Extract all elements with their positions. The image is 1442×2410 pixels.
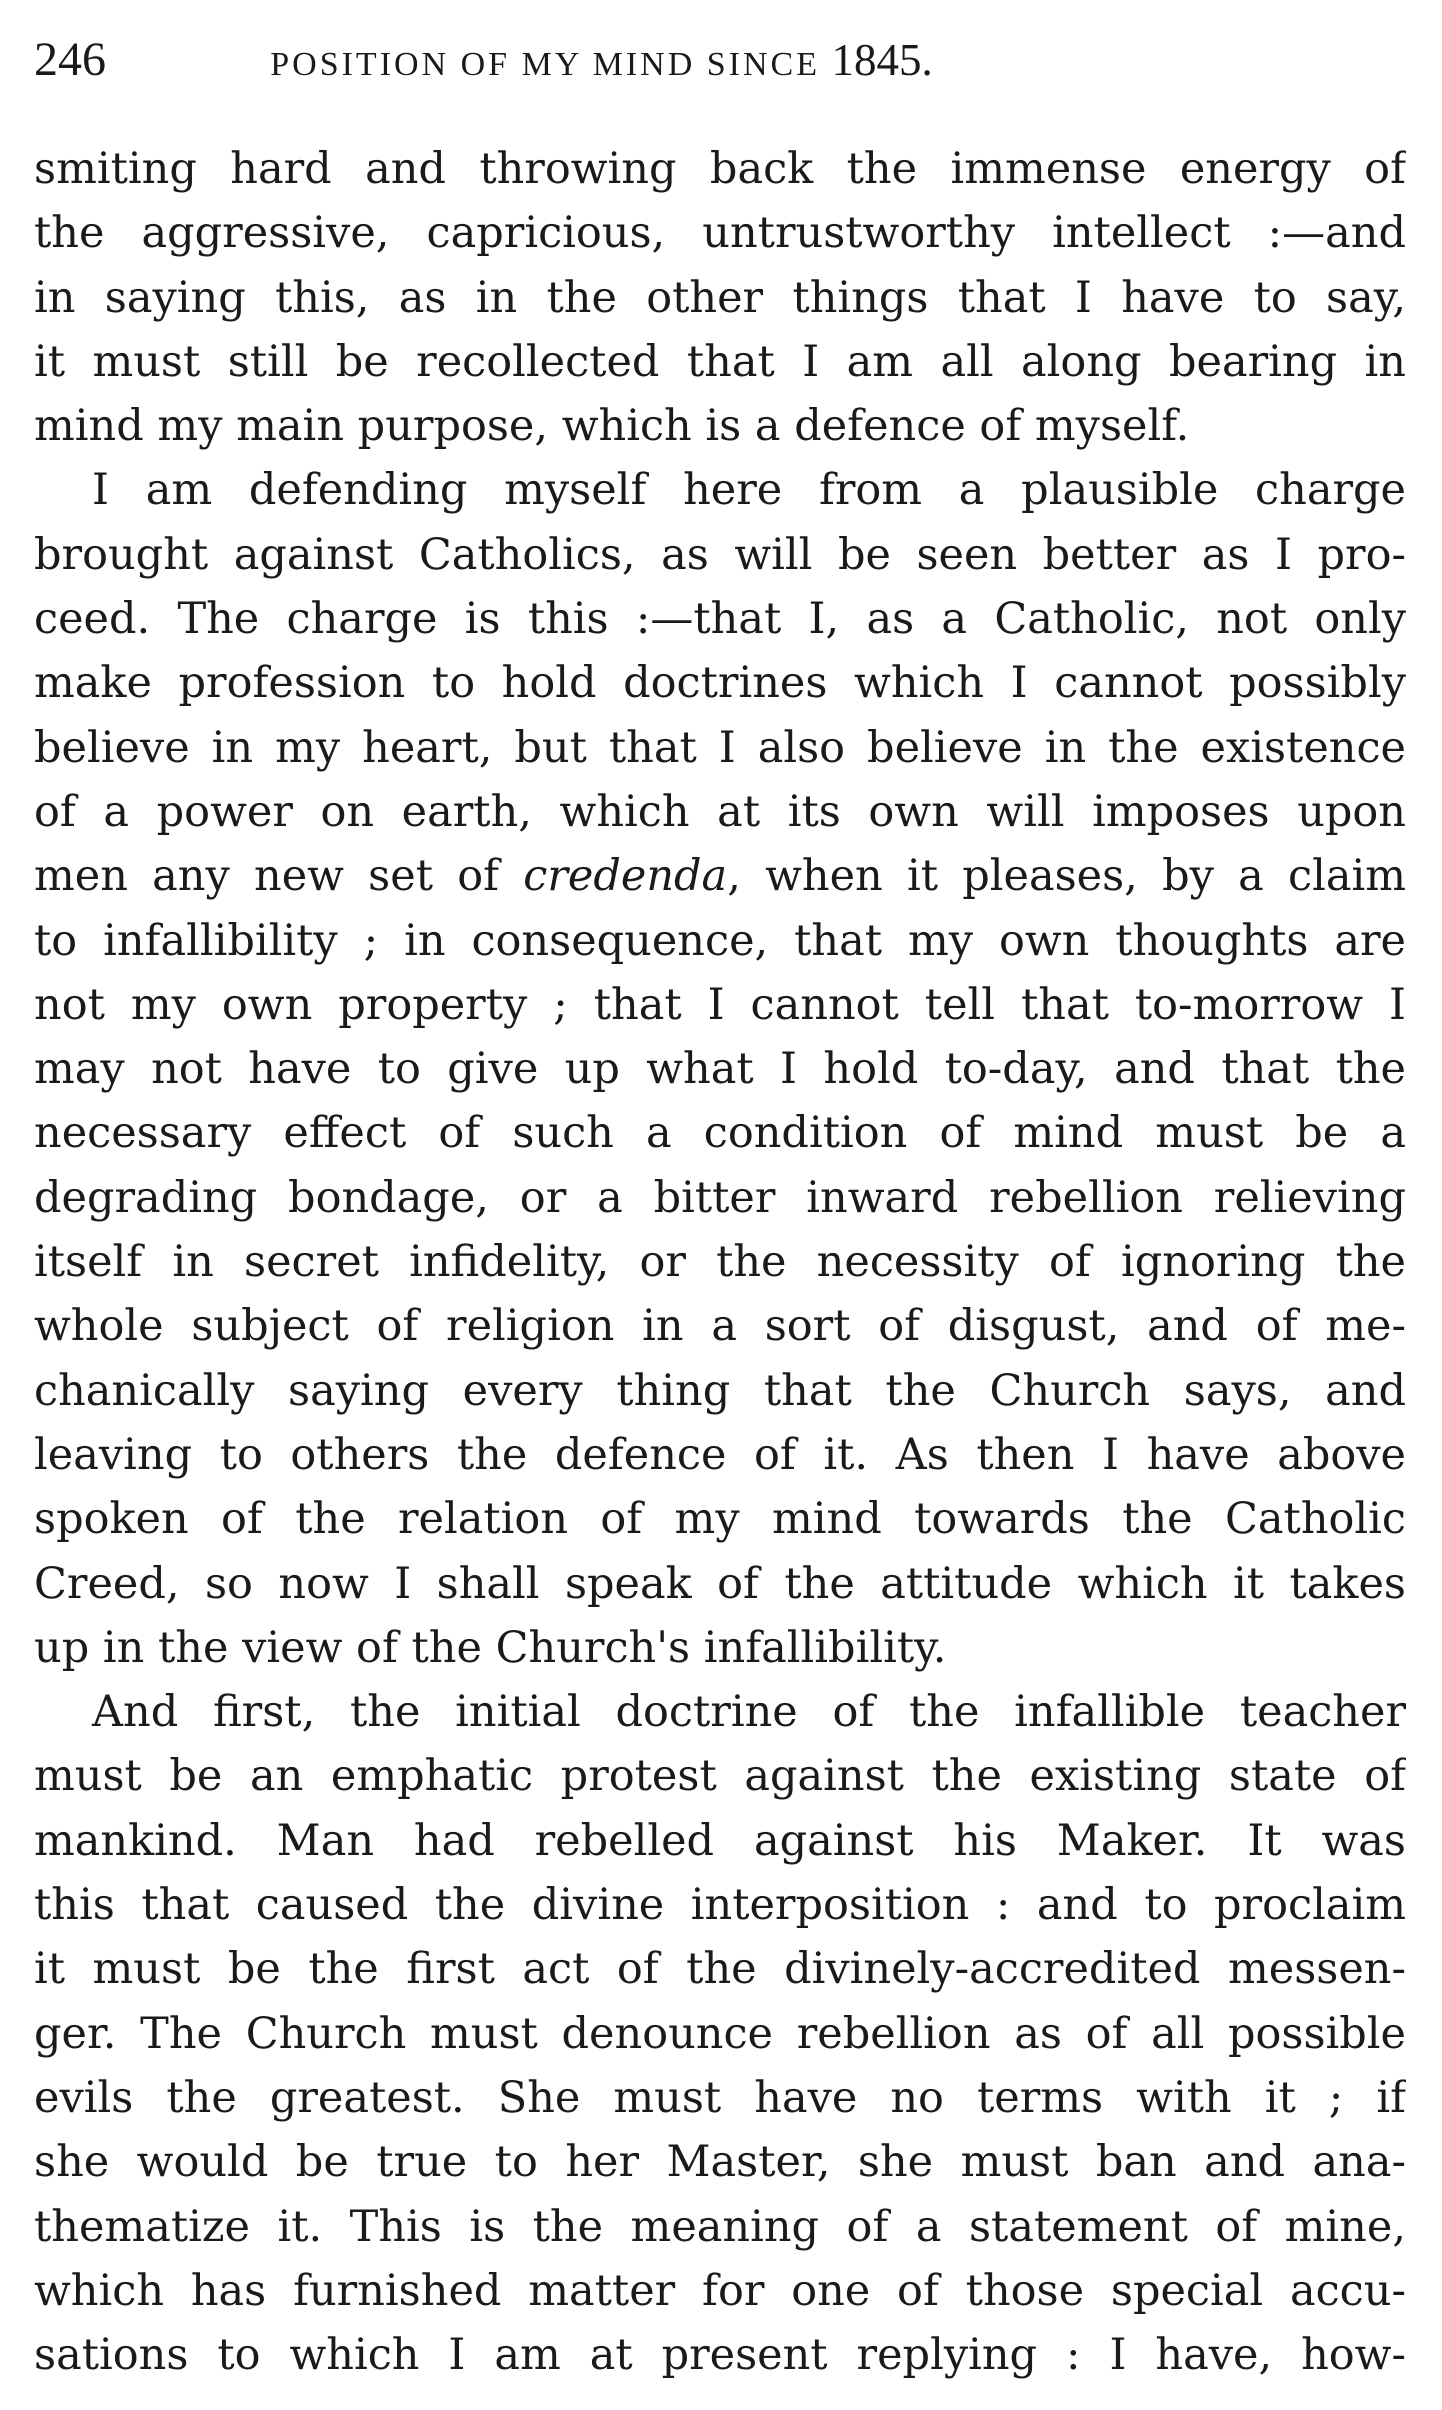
text-body: [34, 137, 1406, 2387]
running-title-year: 1845.: [831, 35, 933, 85]
text-line: the aggressive, capricious, untrustworthy intellect :—and: [34, 208, 1406, 259]
text-line: necessary effect of such a condition of mind must be a: [34, 1108, 1406, 1159]
text-line: in saying this, as in the other things that I have to say,: [34, 272, 1406, 323]
text-line: itself in secret infidelity, or the necessity of ignoring the: [34, 1237, 1406, 1288]
paragraph: [34, 458, 1406, 1680]
text-line: ger. The Church must denounce rebellion as of all possible: [34, 2008, 1406, 2059]
text-line: degrading bondage, or a bitter inward rebellion relieving: [34, 1172, 1406, 1223]
text-line: it must still be recollected that I am all along bearing in: [34, 336, 1406, 387]
paragraph: [34, 1680, 1406, 2387]
text-line: chanically saying every thing that the Church says, and: [34, 1365, 1406, 1416]
running-head: [34, 30, 1129, 90]
text-line: mankind. Man had rebelled against his Maker. It was: [34, 1815, 1406, 1866]
text-line: ceed. The charge is this :—that I, as a Catholic, not only: [34, 594, 1406, 645]
text-line: leaving to others the defence of it. As then I have above: [34, 1429, 1406, 1480]
text-line: mind my main purpose, which is a defence of myself.: [34, 401, 1190, 452]
running-title: [34, 30, 1129, 95]
text-line: thematize it. This is the meaning of a statement of mine,: [34, 2201, 1406, 2252]
text-line: I am defending myself here from a plausible charge: [92, 465, 1406, 516]
text-line: evils the greatest. She must have no terms with it ; if: [34, 2072, 1406, 2123]
italic-term: credenda: [523, 851, 728, 902]
text-line: to infallibility ; in consequence, that my own thoughts are: [34, 915, 1406, 966]
page-number: 246: [34, 33, 106, 86]
text-line: not my own property ; that I cannot tell that to-morrow I: [34, 979, 1406, 1030]
text-line: sations to which I am at present replying : I have, how-: [34, 2330, 1406, 2381]
text-line: it must be the first act of the divinely-accredited messen-: [34, 1944, 1406, 1995]
text-line: men any new set of credenda, when it pleases, by a claim: [34, 851, 1406, 902]
text-line: And first, the initial doctrine of the infallible teacher: [92, 1687, 1406, 1738]
paragraph: [34, 137, 1406, 458]
text-line: of a power on earth, which at its own will imposes upon: [34, 786, 1406, 837]
text-line: this that caused the divine interposition : and to proclaim: [34, 1880, 1406, 1931]
text-line: make profession to hold doctrines which I cannot possibly: [34, 658, 1406, 709]
text-line: smiting hard and throwing back the immense energy of: [34, 144, 1406, 194]
text-line: must be an emphatic protest against the existing state of: [34, 1751, 1406, 1802]
running-title-text: POSITION OF MY MIND SINCE: [270, 46, 821, 83]
text-line: she would be true to her Master, she must ban and ana-: [34, 2137, 1406, 2188]
text-line: Creed, so now I shall speak of the attitude which it takes: [34, 1558, 1406, 1609]
text-line: may not have to give up what I hold to-day, and that the: [34, 1044, 1406, 1095]
text-line: which has furnished matter for one of those special accu-: [34, 2265, 1406, 2316]
text-line: brought against Catholics, as will be seen better as I pro-: [34, 529, 1406, 580]
text-line: whole subject of religion in a sort of disgust, and of me-: [34, 1301, 1406, 1352]
text-line: believe in my heart, but that I also believe in the existence: [34, 722, 1406, 773]
text-line: up in the view of the Church's infallibility.: [34, 1622, 947, 1673]
text-line: spoken of the relation of my mind towards the Catholic: [34, 1494, 1406, 1545]
